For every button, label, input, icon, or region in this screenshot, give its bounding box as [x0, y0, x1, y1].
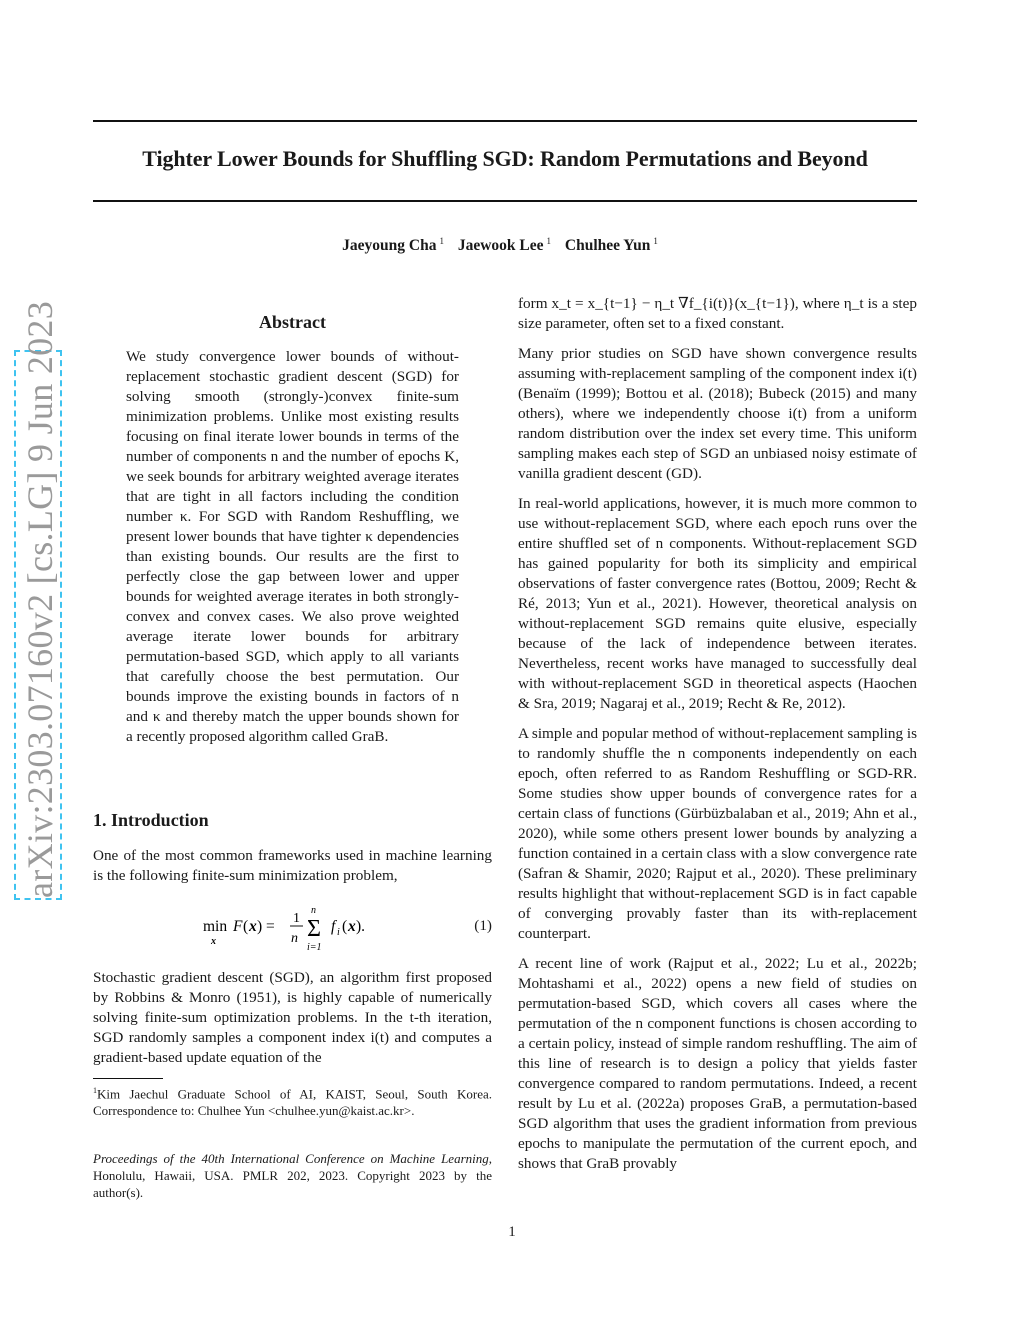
svg-text:min: min — [203, 918, 228, 935]
author-affiliation: 1 — [546, 236, 552, 246]
proceedings-venue: Proceedings of the 40th International Conference on Machine Learning — [93, 1151, 489, 1166]
author-affiliation: 1 — [439, 236, 444, 246]
svg-text:(: ( — [342, 918, 348, 935]
svg-text:x: x — [249, 918, 257, 935]
section-heading-introduction: 1. Introduction — [93, 810, 209, 830]
paper-title: Tighter Lower Bounds for Shuffling SGD: Random Permutations and Beyond — [142, 146, 868, 171]
top-rule — [93, 120, 917, 122]
footnote — [93, 1082, 492, 1119]
body-paragraph: In real-world applications, however, it is much more common to use without-replacement SGD, where each epoch runs over the entire shuffled set of n components. Without-replacement SGD has gained popularity for both its simplicity and empirical observations of faster convergence rates (Bottou, 2009; Recht & Ré, 2013; Yun et al., 2021). However, theoretical analysis on without-replacement SGD remains quite elusive, especially because of the lack of independence between iterates. Nevertheless, recent works have managed to successfully deal with without-replacement SGD in theoretical aspects (Haochen & Sra, 2019; Nagaraj et al., 2019; Recht & Re, 2012). — [518, 495, 917, 712]
svg-text:(: ( — [243, 918, 249, 935]
author-name: Jaeyoung Cha — [342, 237, 437, 255]
svg-text:F: F — [233, 918, 243, 935]
footnote-rule — [93, 1078, 163, 1079]
intro-paragraph: One of the most common frameworks used in machine learning is the following finite-sum minimization problem, — [93, 847, 492, 884]
footnote-mark: 1 — [93, 1086, 97, 1095]
body-paragraph: A recent line of work (Rajput et al., 2022; Lu et al., 2022b; Mohtashami et al., 2022) opens a new field of studies on permutation-based SGD, which covers all cases where the permutation of the n component functions is chosen according to a certain policy, instead of simple random reshuffling. The aim of this line of research is to design a policy that yields faster convergence compared to random permutations. Indeed, a recent result by Lu et al. (2022a) proposes GraB, a permutation-based SGD algorithm that uses the gradient information from previous epochs to manipulate the permutation of the current epoch, and shows that GraB provably — [518, 955, 917, 1172]
equation-1 — [93, 898, 492, 956]
author-name: Chulhee Yun — [564, 237, 651, 255]
svg-text:Σ: Σ — [307, 916, 321, 942]
footnote-text: Kim Jaechul Graduate School of AI, KAIST, Seoul, South Korea. Correspondence to: Chulhee Yun <chulhee.yun@kaist.ac.kr>. — [93, 1086, 492, 1119]
svg-text:i: i — [337, 927, 340, 938]
body-paragraph: form x_t = x_{t−1} − η_t ∇f_{i(t)}(x_{t−1}), where η_t is a step size parameter, often set to a fixed constant. — [518, 295, 917, 332]
svg-text:n: n — [291, 931, 298, 946]
svg-text:f: f — [331, 918, 336, 935]
abstract-text: We study convergence lower bounds of without-replacement stochastic gradient descent (SGD) for solving smooth (strongly-)convex finite-sum minimization problems. Unlike most existing results focusing on final iterate lower bounds in terms of the number of components n and the number of epochs K, we seek bounds for arbitrary weighted average iterates that are tight in all factors including the condition number κ. For SGD with Random Reshuffling, we present lower bounds that have tighter κ dependencies than existing bounds. Our results are the first to perfectly close the gap between lower and upper bounds for weighted average iterates in both strongly-convex and convex cases. We also prove weighted average iterate lower bounds for arbitrary permutation-based SGD, which apply to all variants that carefully choose the best permutation. Our bounds improve the existing bounds in factors of n and κ and thereby match the upper bounds shown for a recently proposed algorithm called GraB. — [126, 348, 459, 745]
svg-text:n: n — [311, 905, 316, 916]
author-list — [93, 236, 917, 255]
body-paragraph: A simple and popular method of without-replacement sampling is to randomly shuffle the n components independently on each epoch, often referred to as Random Reshuffling or SGD-RR. Some studies show upper bounds of convergence rates for a certain class of functions (Gürbüzbalaban et al., 2019; Ahn et al., 2020), while some others present lower bounds by analyzing a function contained in a certain class with a slow convergence rate (Safran & Shamir, 2020; Rajput et al., 2020). These preliminary results highlight that without-replacement SGD is in fact capable of converging provably faster than its with-replacement counterpart. — [518, 725, 918, 942]
body-paragraph: Many prior studies on SGD have shown convergence results assuming with-replacement sampling of the component index i(t) (Benaïm (1999); Bottou et al. (2018); Bubeck (2015) and many others), where we independently choose i(t) from a uniform random distribution over the index set every time. This uniform sampling makes each step of SGD an unbiased noisy estimate of vanilla gradient descent (GD). — [518, 345, 917, 482]
svg-text:) =: ) = — [257, 918, 275, 935]
svg-text:i=1: i=1 — [307, 942, 322, 953]
svg-text:x: x — [348, 918, 356, 935]
abstract-heading: Abstract — [259, 312, 326, 332]
svg-text:1: 1 — [293, 911, 300, 926]
svg-text:x: x — [211, 936, 216, 947]
proceedings-note — [93, 1150, 492, 1201]
intro-paragraph: Stochastic gradient descent (SGD), an algorithm first proposed by Robbins & Monro (1951), is highly capable of numerically solving finite-sum optimization problems. In the t-th iteration, SGD randomly samples a component index i(t) and computes a gradient-based update equation of the — [93, 969, 492, 1066]
equation-number: (1) — [474, 917, 492, 934]
proceedings-details: , Honolulu, Hawaii, USA. PMLR 202, 2023. Copyright 2023 by the author(s). — [93, 1151, 492, 1200]
author-name: Jaewook Lee — [457, 237, 544, 255]
page-number: 1 — [508, 1224, 516, 1240]
title-bottom-rule — [93, 200, 917, 202]
svg-text:).: ). — [356, 918, 366, 935]
author-affiliation: 1 — [653, 236, 658, 246]
equation-formula — [93, 898, 383, 956]
arxiv-stamp: arXiv:2303.07160v2 [cs.LG] 9 Jun 2023 — [14, 350, 62, 900]
right-column — [518, 294, 917, 1184]
